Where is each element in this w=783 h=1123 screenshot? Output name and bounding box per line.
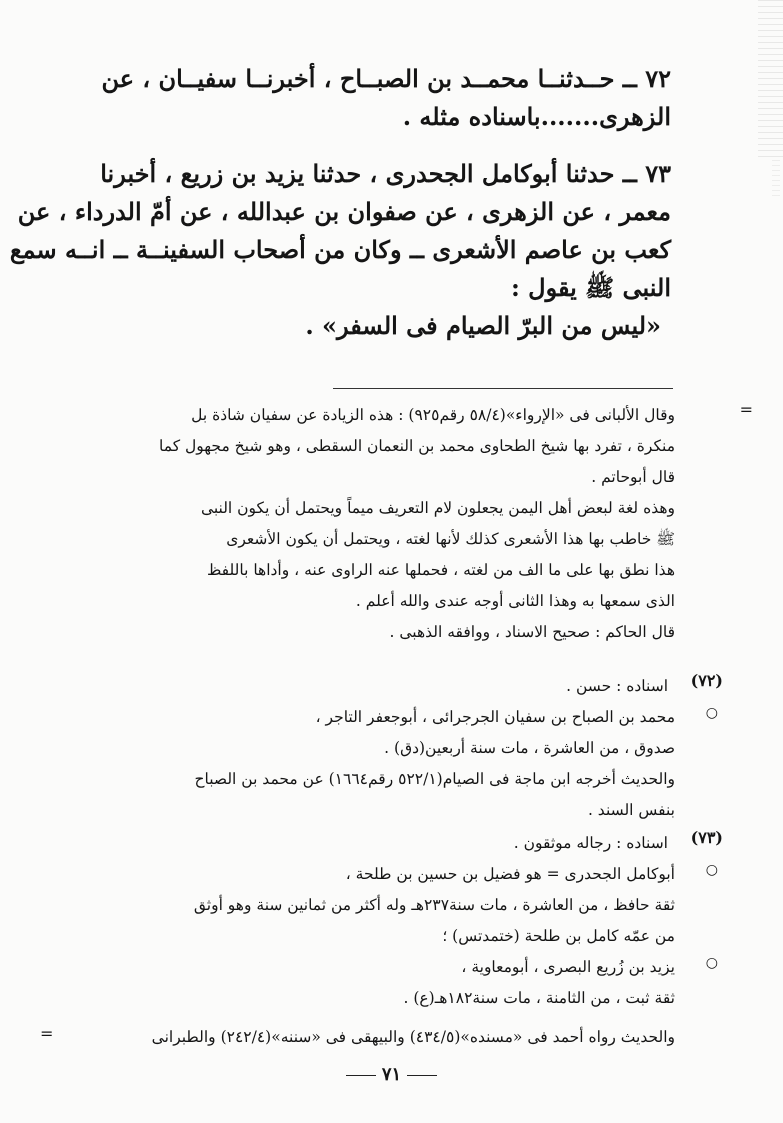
page-number-text: ٧١	[381, 1064, 402, 1085]
note-73-bullet-2: ○	[705, 955, 718, 971]
hadith-73-line-1: ٧٣ ــ حدثنا أبوكامل الجحدرى ، حدثنا يزيد بن زريع ، أخبرنا	[100, 159, 671, 188]
footnote-line: قال الحاكم : صحيح الاسناد ، ووافقه الذهبى .	[389, 623, 675, 641]
hadith-73-line-5: «ليس من البرّ الصيام فى السفر» .	[305, 311, 661, 340]
hadith-73-line-3: كعب بن عاصم الأشعرى ــ وكان من أصحاب السفينــة ــ انــه سمع	[9, 235, 671, 264]
page-number	[0, 1064, 783, 1085]
hadith-72-line-1: ٧٢ ــ حــدثنــا محمــد بن الصبــاح ، أخبرنــا سفيــان ، عن	[101, 64, 671, 93]
footnote-line: منكرة ، تفرد بها شيخ الطحاوى محمد بن النعمان السقطى ، وهو شيخ مجهول كما	[159, 437, 675, 455]
hadith-72-line-2: الزهرى.......باسناده مثله .	[402, 102, 671, 131]
note-73-bullet: ○	[705, 862, 718, 878]
scan-edge-artifact-lower	[772, 160, 780, 200]
note-73-line: أبوكامل الجحدرى = هو فضيل بن حسين بن طلحة ،	[345, 865, 675, 883]
note-73-last	[80, 1022, 675, 1053]
note-73-body	[80, 859, 675, 952]
footnote-line: وقال الألبانى فى «الإرواء»(٥٨/٤ رقم٩٢٥) : هذه الزيادة عن سفيان شاذة بل	[191, 406, 675, 424]
note-72-heading-text: اسناده : حسن .	[566, 677, 668, 695]
note-72-line: والحديث أخرجه ابن ماجة فى الصيام(٥٢٢/١ رقم١٦٦٤) عن محمد بن الصباح	[194, 770, 675, 788]
footnote-divider	[333, 388, 673, 389]
scan-edge-artifact	[758, 0, 783, 160]
note-73-heading	[73, 828, 668, 859]
note-73-line: ثقة ثبت ، من الثامنة ، مات سنة١٨٢هـ(ع) .	[403, 989, 675, 1007]
note-72-line: محمد بن الصباح بن سفيان الجرجرائى ، أبوجعفر التاجر ،	[315, 708, 675, 726]
note-73-body-2	[80, 952, 675, 1014]
footnote-continuation	[80, 400, 675, 648]
note-73-line: من عمّه كامل بن طلحة (ختمدتس) ؛	[442, 927, 675, 945]
note-72-line: بنفس السند .	[587, 801, 675, 819]
note-72-line: صدوق ، من العاشرة ، مات سنة أربعين(دق) .	[384, 739, 675, 757]
footnote-line: الذى سمعها به وهذا الثانى أوجه عندى والله أعلم .	[355, 592, 675, 610]
note-73-tag: (٧٣)	[690, 828, 723, 847]
hadith-73	[9, 155, 671, 345]
note-72-bullet: ○	[705, 705, 718, 721]
hadith-72	[71, 60, 671, 136]
note-72-tag: (٧٢)	[690, 671, 723, 690]
note-72-heading	[73, 671, 668, 702]
footnote-line: وهذه لغة لبعض أهل اليمن يجعلون لام التعريف ميماً ويحتمل أن يكون النبى	[200, 499, 675, 517]
page-number-dash	[346, 1075, 376, 1076]
note-73-heading-text: اسناده : رجاله موثقون .	[513, 834, 668, 852]
continuation-marker: =	[739, 400, 753, 419]
note-73-line: ثقة حافظ ، من العاشرة ، مات سنة٢٣٧هـ وله أكثر من ثمانين سنة وهو أوثق	[193, 896, 675, 914]
footnote-line: هذا نطق بها على ما الف من لغته ، فحملها عنه الراوى عنه ، وأداها باللفظ	[206, 561, 675, 579]
note-72-body	[80, 702, 675, 826]
hadith-73-line-4: النبى ﷺ يقول :	[510, 273, 671, 302]
footnote-line: ﷺ خاطب بها هذا الأشعرى كذلك لأنها لغته ، ويحتمل أن يكون الأشعرى	[226, 530, 675, 548]
hadith-73-line-2: معمر ، عن الزهرى ، عن صفوان بن عبدالله ، عن أمّ الدرداء ، عن	[17, 197, 671, 226]
page-number-dash	[407, 1075, 437, 1076]
note-73-line: يزيد بن زُريع البصرى ، أبومعاوية ،	[461, 958, 675, 976]
end-continuation-marker: =	[40, 1024, 54, 1043]
note-73-last-line: والحديث رواه أحمد فى «مسنده»(٤٣٤/٥) والبيهقى فى «سننه»(٢٤٢/٤) والطبرانى	[151, 1028, 675, 1046]
footnote-line: قال أبوحاتم .	[591, 468, 675, 486]
